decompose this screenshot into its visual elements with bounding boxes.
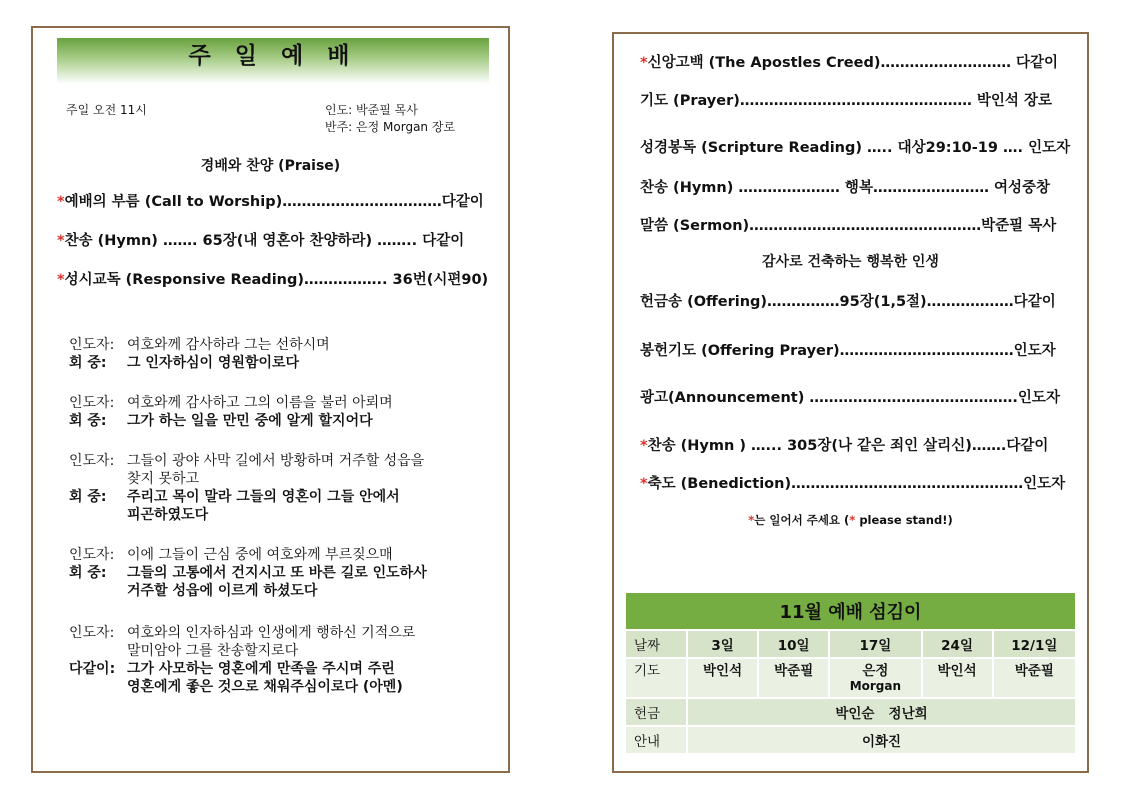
congregation-text: 주리고 목이 말라 그들의 영혼이 그들 안에서	[127, 489, 400, 505]
order-item-text: 광고(Announcement) …………………………………….인도자	[640, 390, 1060, 406]
prayer-cell: 은정 Morgan	[829, 658, 921, 698]
order-item-text: 성경봉독 (Scripture Reading) ….. 대상29:10-19 …. 인도자	[640, 140, 1071, 156]
leader-text: 그들이 광야 사막 길에서 방황하며 거주할 성읍을	[127, 453, 425, 469]
order-item	[57, 229, 464, 250]
stand-marker: *	[640, 55, 648, 71]
praise-heading: 경배와 찬양 (Praise)	[200, 158, 341, 174]
stand-marker: *	[57, 233, 65, 249]
stand-note: *는 일어서 주세요 (* please stand!)	[748, 513, 953, 527]
order-item-text: 봉헌기도 (Offering Prayer)………………………………인도자	[640, 343, 1056, 359]
order-item-text: 말씀 (Sermon)…………………………………………박준필 목사	[640, 218, 1057, 234]
prayer-cell: 박준필	[758, 658, 829, 698]
congregation-label: 회 중:	[69, 489, 107, 505]
sermon-title-text: 감사로 건축하는 행복한 인생	[762, 254, 939, 270]
date-cell: 12/1일	[993, 630, 1076, 658]
stand-marker: *	[57, 194, 65, 210]
order-item	[57, 268, 488, 289]
reading-stanza	[69, 624, 415, 696]
order-item	[640, 290, 1056, 311]
congregation-text: 그가 하는 일을 만민 중에 알게 할지어다	[127, 413, 373, 429]
prayer-cell: 박준필	[993, 658, 1076, 698]
date-cell: 17일	[829, 630, 921, 658]
order-item-text: 기도 (Prayer)………………………………………… 박인석 장로	[640, 93, 1053, 109]
leader-text-continued: 찾지 못하고	[127, 471, 200, 487]
order-item-text: 예배의 부름 (Call to Worship)……………………………다같이	[64, 194, 484, 210]
congregation-text: 그들의 고통에서 건지시고 또 바른 길로 인도하사	[127, 565, 427, 581]
schedule-title: 11월 예배 섬김이	[625, 592, 1076, 630]
order-item	[640, 136, 1070, 157]
order-item-text: 축도 (Benediction)…………………………………………인도자	[647, 476, 1066, 492]
order-item	[640, 434, 1048, 455]
page-title: 주 일 예 배	[188, 43, 358, 69]
leader-text: 이에 그들이 근심 중에 여호와께 부르짖으매	[127, 547, 393, 563]
usher-label: 안내	[625, 726, 687, 754]
congregation-label: 회 중:	[69, 355, 107, 371]
date-label: 날짜	[625, 630, 687, 658]
usher-cell: 이화진	[687, 726, 1076, 754]
reading-stanza	[69, 452, 424, 524]
leader-label: 인도자:	[69, 547, 115, 563]
order-item	[640, 176, 1050, 197]
title-banner	[57, 38, 489, 84]
leader-text: 여호와의 인자하심과 인생에게 행하신 기적으로	[127, 625, 416, 641]
sermon-title	[614, 251, 1087, 271]
congregation-text: 그가 사모하는 영혼에게 만족을 주시며 주린	[127, 661, 395, 677]
reading-stanza	[69, 336, 330, 372]
date-cell: 24일	[922, 630, 993, 658]
leader-text: 여호와께 감사하고 그의 이름을 불러 아뢰며	[127, 395, 393, 411]
stand-marker: *	[640, 438, 648, 454]
order-item-text: 찬송 (Hymn ) …... 305장(나 같은 죄인 살리신)…….다같이	[647, 438, 1049, 454]
order-item	[640, 386, 1060, 407]
order-item	[57, 190, 484, 211]
reading-stanza	[69, 394, 393, 430]
table-row	[625, 726, 1076, 754]
leader-text: 여호와께 감사하라 그는 선하시며	[127, 337, 330, 353]
congregation-text: 그 인자하심이 영원함이로다	[127, 355, 300, 371]
leader-label: 인도자:	[69, 625, 115, 641]
order-item	[640, 51, 1058, 72]
date-cell: 3일	[687, 630, 758, 658]
order-item	[640, 472, 1065, 493]
stand-marker: *	[640, 476, 648, 492]
reading-stanza	[69, 546, 427, 600]
prayer-cell: 박인석	[687, 658, 758, 698]
leader-label: 인도자:	[69, 395, 115, 411]
prayer-label: 기도	[625, 658, 687, 698]
leader-label: 인도자:	[69, 453, 115, 469]
leader-text-continued: 말미암아 그를 찬송할지로다	[127, 643, 299, 659]
offering-cell: 박인순 정난희	[687, 698, 1076, 726]
service-accompanist: 반주: 은정 Morgan 장로	[325, 120, 456, 134]
offering-label: 헌금	[625, 698, 687, 726]
congregation-text-continued: 영혼에게 좋은 것으로 채워주심이로다 (아멘)	[127, 679, 403, 695]
bulletin-left-page	[31, 26, 510, 773]
table-row	[625, 658, 1076, 698]
order-item-text: 신앙고백 (The Apostles Creed)……………………… 다같이	[647, 55, 1059, 71]
order-item-text: 찬송 (Hymn) ……. 65장(내 영혼아 찬양하라) …….. 다같이	[64, 233, 465, 249]
congregation-text-continued: 피곤하였도다	[127, 507, 209, 523]
order-item	[640, 214, 1056, 235]
service-schedule-table	[624, 591, 1077, 755]
leader-label: 인도자:	[69, 337, 115, 353]
service-time: 주일 오전 11시	[66, 103, 147, 117]
order-item	[640, 339, 1056, 360]
table-row	[625, 630, 1076, 658]
bulletin-right-page	[612, 32, 1089, 773]
stand-marker: *	[57, 272, 65, 288]
service-leader: 인도: 박준필 목사	[325, 103, 418, 117]
congregation-label: 회 중:	[69, 413, 107, 429]
order-item-text: 성시교독 (Responsive Reading)…………….. 36번(시편90)	[64, 272, 489, 288]
table-row	[625, 698, 1076, 726]
date-cell: 10일	[758, 630, 829, 658]
order-item-text: 찬송 (Hymn) ………………… 행복…………………… 여성중창	[640, 180, 1051, 196]
order-item-text: 헌금송 (Offering)……………95장(1,5절)………………다같이	[640, 294, 1056, 310]
prayer-cell: 박인석	[922, 658, 993, 698]
congregation-label: 다같이:	[69, 661, 116, 677]
order-item	[640, 89, 1052, 110]
congregation-text-continued: 거주할 성읍에 이르게 하셨도다	[127, 583, 318, 599]
congregation-label: 회 중:	[69, 565, 107, 581]
